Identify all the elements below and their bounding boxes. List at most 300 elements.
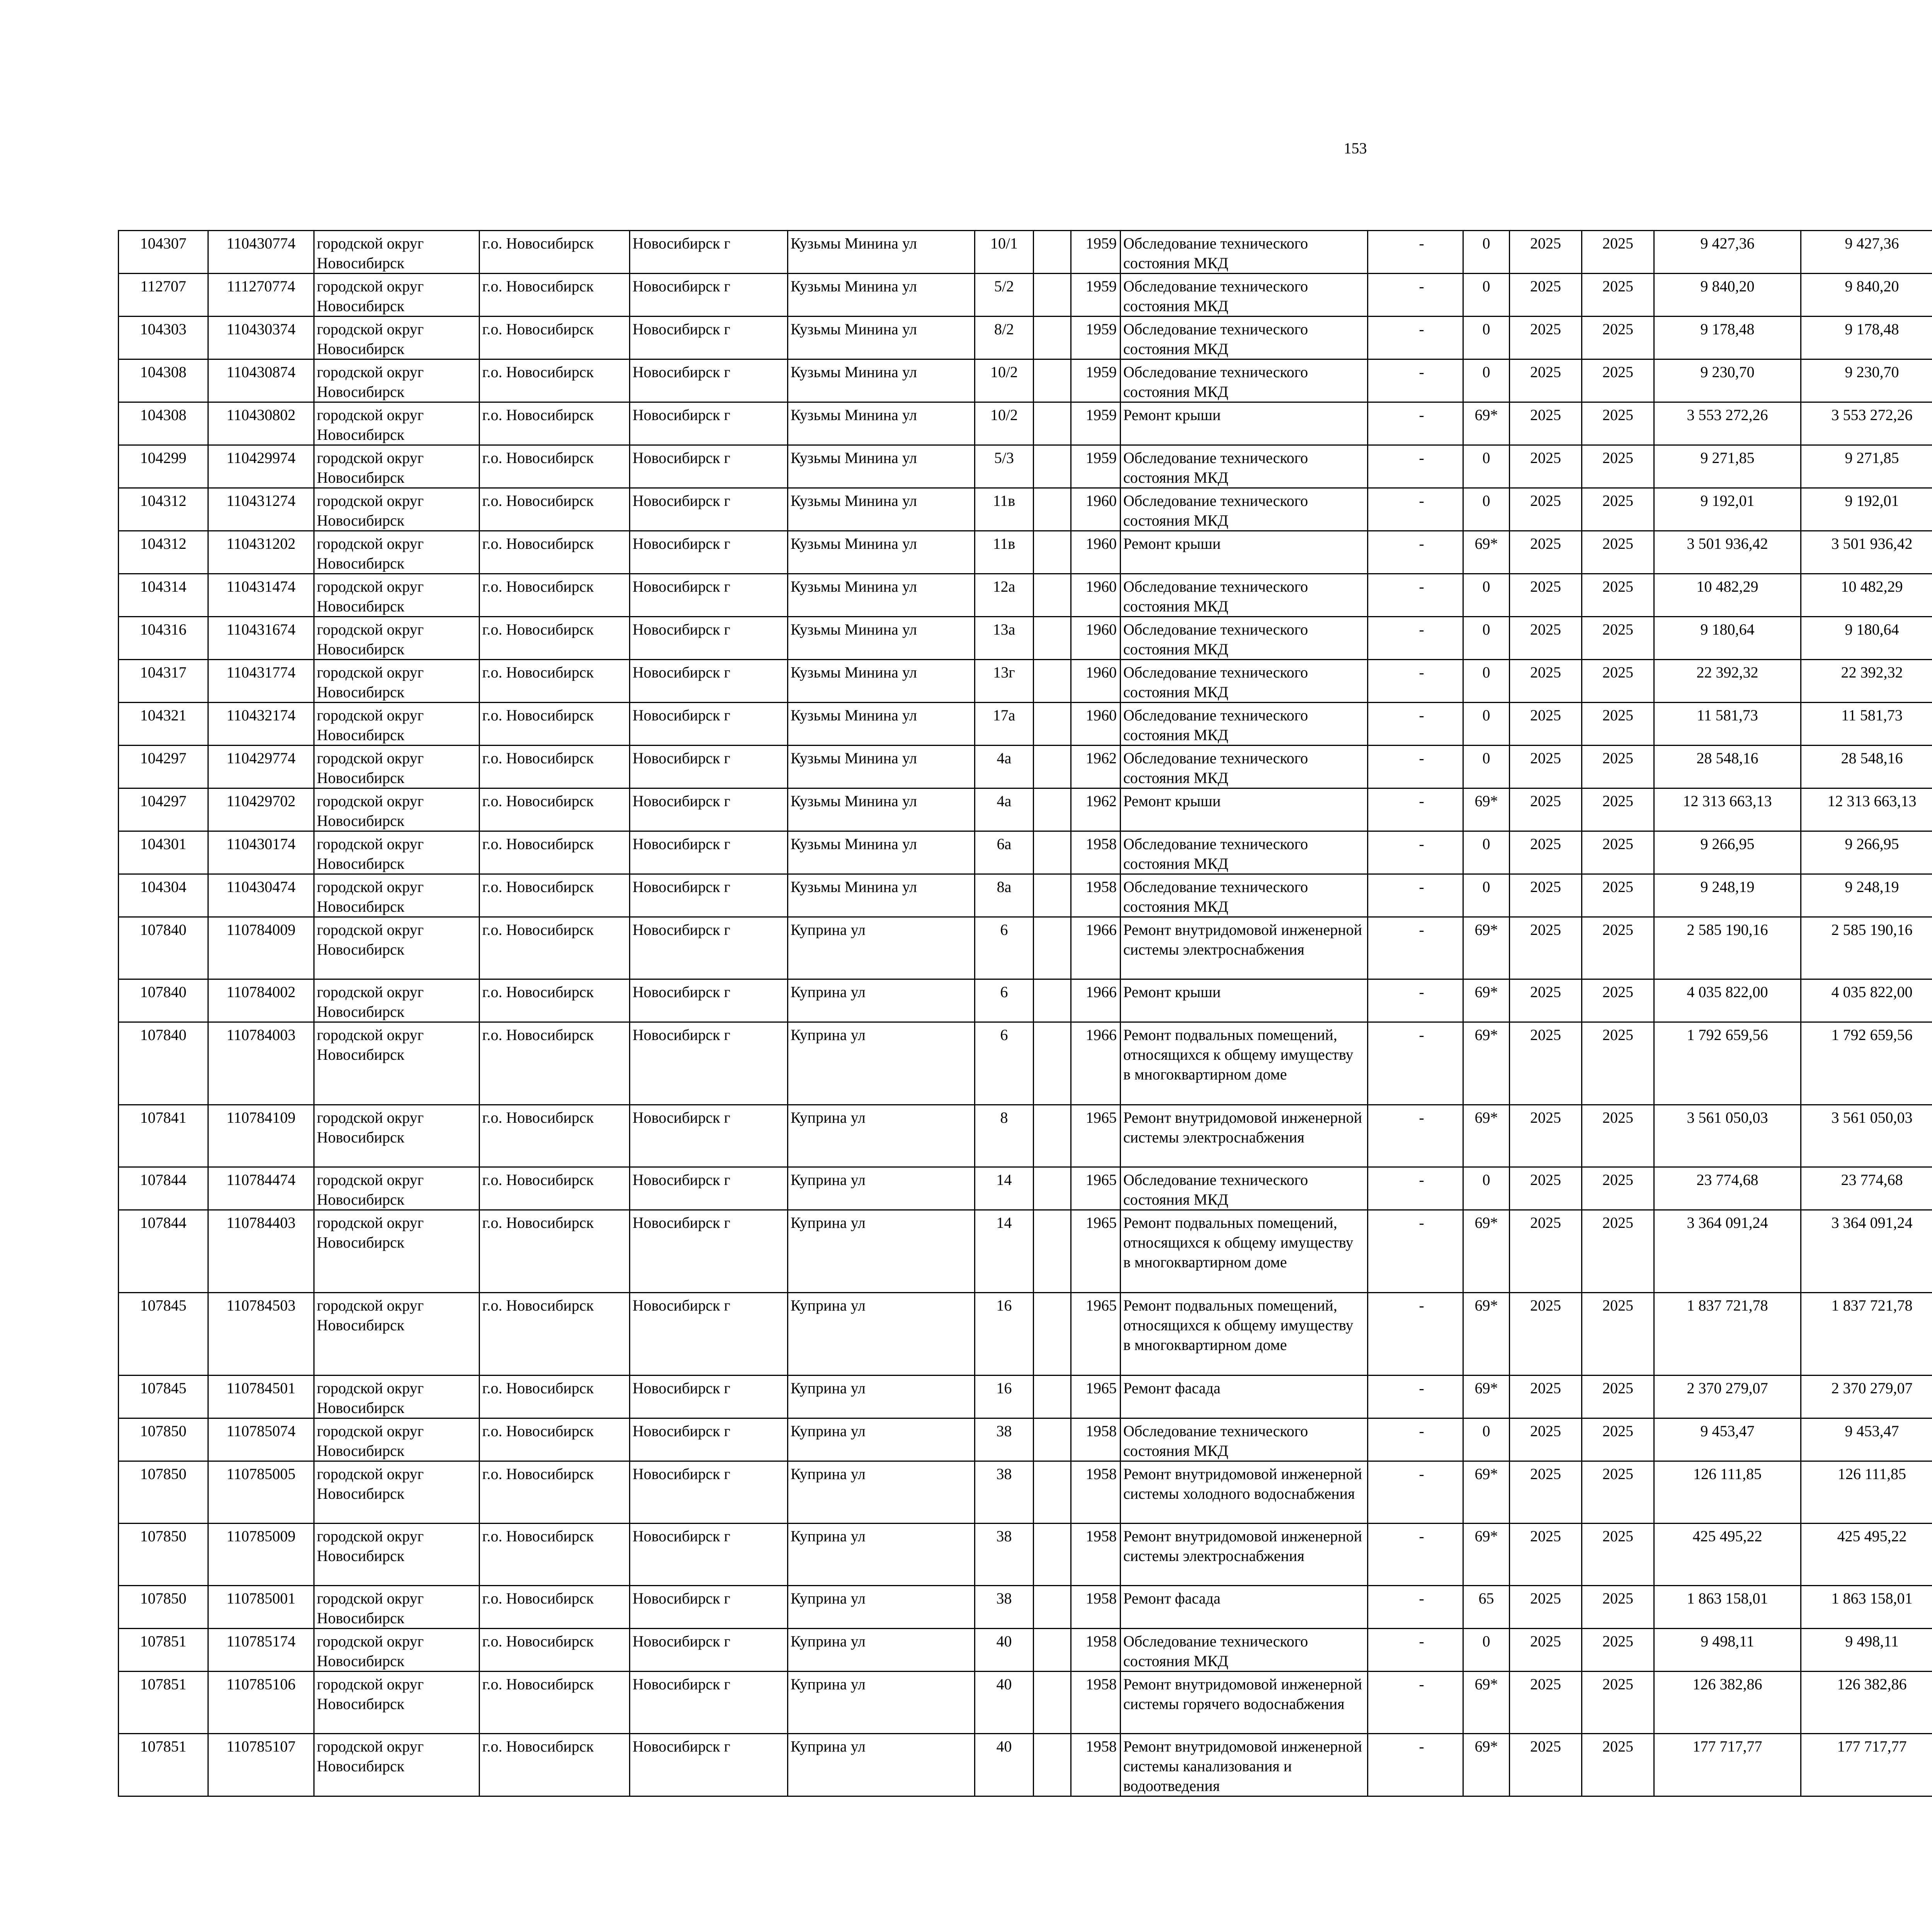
- fund-cost-cell: 9 178,48: [1801, 317, 1932, 359]
- table-row: [119, 746, 1932, 788]
- street-cell: Куприна ул: [788, 979, 975, 1022]
- building-cell: [1034, 1629, 1071, 1672]
- locality-cell: Новосибирск г: [630, 231, 788, 274]
- municipality-cell: городской округ Новосибирск: [314, 831, 480, 874]
- fund-cost-cell: 10 482,29: [1801, 574, 1932, 617]
- work-type-cell: Обследование технического состояния МКД: [1121, 660, 1368, 703]
- fund-cost-cell: 1 863 158,01: [1801, 1586, 1932, 1629]
- note-cell: -: [1368, 1022, 1463, 1105]
- table-row: [119, 917, 1932, 979]
- note-cell: -: [1368, 1734, 1463, 1796]
- build-year-cell: 1966: [1071, 979, 1121, 1022]
- locality-cell: Новосибирск г: [630, 703, 788, 746]
- street-cell: Кузьмы Минина ул: [788, 531, 975, 574]
- house-number-cell: 10/2: [975, 359, 1034, 402]
- house-number-cell: 4а: [975, 788, 1034, 831]
- total-cost-cell: 1 837 721,78: [1654, 1293, 1801, 1376]
- building-cell: [1034, 1418, 1071, 1461]
- street-cell: Куприна ул: [788, 1672, 975, 1734]
- year-start-cell: 2025: [1510, 617, 1582, 660]
- fund-cost-cell: 126 382,86: [1801, 1672, 1932, 1734]
- table-row: [119, 1672, 1932, 1734]
- work-type-cell: Обследование технического состояния МКД: [1121, 1629, 1368, 1672]
- year-start-cell: 2025: [1510, 1022, 1582, 1105]
- total-cost-cell: 3 364 091,24: [1654, 1210, 1801, 1293]
- year-end-cell: 2025: [1582, 1586, 1654, 1629]
- settlement-cell: г.о. Новосибирск: [480, 788, 630, 831]
- municipality-cell: городской округ Новосибирск: [314, 445, 480, 488]
- build-year-cell: 1962: [1071, 746, 1121, 788]
- municipality-cell: городской округ Новосибирск: [314, 531, 480, 574]
- wear-percent-cell: 69*: [1463, 917, 1510, 979]
- year-end-cell: 2025: [1582, 402, 1654, 445]
- note-cell: -: [1368, 617, 1463, 660]
- wear-percent-cell: 0: [1463, 1629, 1510, 1672]
- work-id-cell: 110432174: [208, 703, 314, 746]
- municipality-cell: городской округ Новосибирск: [314, 1734, 480, 1796]
- year-start-cell: 2025: [1510, 1293, 1582, 1376]
- work-id-cell: 110784403: [208, 1210, 314, 1293]
- fund-cost-cell: 9 427,36: [1801, 231, 1932, 274]
- work-type-cell: Ремонт внутридомовой инженерной системы электроснабжения: [1121, 1524, 1368, 1586]
- build-year-cell: 1959: [1071, 445, 1121, 488]
- house-id-cell: 107845: [119, 1293, 208, 1376]
- house-id-cell: 107850: [119, 1461, 208, 1524]
- street-cell: Куприна ул: [788, 1105, 975, 1167]
- work-id-cell: 110429974: [208, 445, 314, 488]
- street-cell: Кузьмы Минина ул: [788, 574, 975, 617]
- work-type-cell: Обследование технического состояния МКД: [1121, 703, 1368, 746]
- build-year-cell: 1960: [1071, 617, 1121, 660]
- street-cell: Куприна ул: [788, 1586, 975, 1629]
- house-id-cell: 104301: [119, 831, 208, 874]
- total-cost-cell: 126 382,86: [1654, 1672, 1801, 1734]
- note-cell: -: [1368, 488, 1463, 531]
- municipality-cell: городской округ Новосибирск: [314, 1293, 480, 1376]
- total-cost-cell: 12 313 663,13: [1654, 788, 1801, 831]
- building-cell: [1034, 231, 1071, 274]
- settlement-cell: г.о. Новосибирск: [480, 488, 630, 531]
- year-start-cell: 2025: [1510, 1167, 1582, 1210]
- table-row: [119, 274, 1932, 317]
- locality-cell: Новосибирск г: [630, 1734, 788, 1796]
- house-id-cell: 104312: [119, 488, 208, 531]
- municipality-cell: городской округ Новосибирск: [314, 1586, 480, 1629]
- street-cell: Кузьмы Минина ул: [788, 488, 975, 531]
- work-type-cell: Обследование технического состояния МКД: [1121, 359, 1368, 402]
- wear-percent-cell: 0: [1463, 831, 1510, 874]
- locality-cell: Новосибирск г: [630, 274, 788, 317]
- municipality-cell: городской округ Новосибирск: [314, 1376, 480, 1418]
- year-start-cell: 2025: [1510, 1105, 1582, 1167]
- total-cost-cell: 4 035 822,00: [1654, 979, 1801, 1022]
- house-number-cell: 38: [975, 1461, 1034, 1524]
- locality-cell: Новосибирск г: [630, 1376, 788, 1418]
- fund-cost-cell: 177 717,77: [1801, 1734, 1932, 1796]
- table-row: [119, 488, 1932, 531]
- street-cell: Куприна ул: [788, 1418, 975, 1461]
- wear-percent-cell: 69*: [1463, 1524, 1510, 1586]
- locality-cell: Новосибирск г: [630, 617, 788, 660]
- work-id-cell: 110430874: [208, 359, 314, 402]
- house-number-cell: 17а: [975, 703, 1034, 746]
- work-type-cell: Ремонт подвальных помещений, относящихся к общему имуществу в многоквартирном доме: [1121, 1210, 1368, 1293]
- table-row: [119, 231, 1932, 274]
- note-cell: -: [1368, 1629, 1463, 1672]
- table-row: [119, 1461, 1932, 1524]
- wear-percent-cell: 0: [1463, 488, 1510, 531]
- municipality-cell: городской округ Новосибирск: [314, 1524, 480, 1586]
- settlement-cell: г.о. Новосибирск: [480, 445, 630, 488]
- wear-percent-cell: 0: [1463, 617, 1510, 660]
- fund-cost-cell: 2 585 190,16: [1801, 917, 1932, 979]
- street-cell: Кузьмы Минина ул: [788, 402, 975, 445]
- note-cell: -: [1368, 1418, 1463, 1461]
- total-cost-cell: 9 248,19: [1654, 874, 1801, 917]
- street-cell: Куприна ул: [788, 1376, 975, 1418]
- note-cell: -: [1368, 788, 1463, 831]
- locality-cell: Новосибирск г: [630, 1293, 788, 1376]
- build-year-cell: 1958: [1071, 1629, 1121, 1672]
- fund-cost-cell: 3 501 936,42: [1801, 531, 1932, 574]
- work-type-cell: Обследование технического состояния МКД: [1121, 274, 1368, 317]
- note-cell: -: [1368, 746, 1463, 788]
- work-id-cell: 110430474: [208, 874, 314, 917]
- locality-cell: Новосибирск г: [630, 1461, 788, 1524]
- settlement-cell: г.о. Новосибирск: [480, 1461, 630, 1524]
- building-cell: [1034, 1461, 1071, 1524]
- building-cell: [1034, 1105, 1071, 1167]
- settlement-cell: г.о. Новосибирск: [480, 1672, 630, 1734]
- wear-percent-cell: 69*: [1463, 531, 1510, 574]
- fund-cost-cell: 28 548,16: [1801, 746, 1932, 788]
- house-id-cell: 104314: [119, 574, 208, 617]
- total-cost-cell: 9 180,64: [1654, 617, 1801, 660]
- street-cell: Кузьмы Минина ул: [788, 274, 975, 317]
- house-id-cell: 104297: [119, 746, 208, 788]
- wear-percent-cell: 0: [1463, 445, 1510, 488]
- year-start-cell: 2025: [1510, 1524, 1582, 1586]
- total-cost-cell: 23 774,68: [1654, 1167, 1801, 1210]
- work-id-cell: 110784009: [208, 917, 314, 979]
- locality-cell: Новосибирск г: [630, 1022, 788, 1105]
- year-end-cell: 2025: [1582, 1524, 1654, 1586]
- table-row: [119, 1586, 1932, 1629]
- build-year-cell: 1959: [1071, 317, 1121, 359]
- locality-cell: Новосибирск г: [630, 1418, 788, 1461]
- work-type-cell: Ремонт внутридомовой инженерной системы горячего водоснабжения: [1121, 1672, 1368, 1734]
- note-cell: -: [1368, 874, 1463, 917]
- wear-percent-cell: 69*: [1463, 1210, 1510, 1293]
- house-id-cell: 112707: [119, 274, 208, 317]
- wear-percent-cell: 0: [1463, 660, 1510, 703]
- fund-cost-cell: 2 370 279,07: [1801, 1376, 1932, 1418]
- year-start-cell: 2025: [1510, 1376, 1582, 1418]
- work-register-table: [118, 230, 1932, 1797]
- settlement-cell: г.о. Новосибирск: [480, 1586, 630, 1629]
- house-id-cell: 107844: [119, 1210, 208, 1293]
- year-start-cell: 2025: [1510, 1672, 1582, 1734]
- build-year-cell: 1960: [1071, 531, 1121, 574]
- build-year-cell: 1958: [1071, 831, 1121, 874]
- table-row: [119, 660, 1932, 703]
- year-end-cell: 2025: [1582, 317, 1654, 359]
- year-start-cell: 2025: [1510, 231, 1582, 274]
- fund-cost-cell: 9 453,47: [1801, 1418, 1932, 1461]
- building-cell: [1034, 574, 1071, 617]
- settlement-cell: г.о. Новосибирск: [480, 703, 630, 746]
- house-number-cell: 5/2: [975, 274, 1034, 317]
- locality-cell: Новосибирск г: [630, 445, 788, 488]
- year-end-cell: 2025: [1582, 1293, 1654, 1376]
- year-end-cell: 2025: [1582, 531, 1654, 574]
- total-cost-cell: 9 498,11: [1654, 1629, 1801, 1672]
- locality-cell: Новосибирск г: [630, 574, 788, 617]
- locality-cell: Новосибирск г: [630, 788, 788, 831]
- year-start-cell: 2025: [1510, 1210, 1582, 1293]
- note-cell: -: [1368, 703, 1463, 746]
- fund-cost-cell: 1 792 659,56: [1801, 1022, 1932, 1105]
- wear-percent-cell: 69*: [1463, 1105, 1510, 1167]
- work-type-cell: Ремонт подвальных помещений, относящихся к общему имуществу в многоквартирном доме: [1121, 1293, 1368, 1376]
- total-cost-cell: 1 792 659,56: [1654, 1022, 1801, 1105]
- building-cell: [1034, 317, 1071, 359]
- house-number-cell: 6: [975, 1022, 1034, 1105]
- house-id-cell: 107851: [119, 1672, 208, 1734]
- build-year-cell: 1965: [1071, 1105, 1121, 1167]
- house-number-cell: 38: [975, 1586, 1034, 1629]
- total-cost-cell: 2 370 279,07: [1654, 1376, 1801, 1418]
- table-row: [119, 1734, 1932, 1796]
- building-cell: [1034, 1524, 1071, 1586]
- locality-cell: Новосибирск г: [630, 660, 788, 703]
- locality-cell: Новосибирск г: [630, 1210, 788, 1293]
- municipality-cell: городской округ Новосибирск: [314, 402, 480, 445]
- year-end-cell: 2025: [1582, 1418, 1654, 1461]
- year-start-cell: 2025: [1510, 917, 1582, 979]
- year-end-cell: 2025: [1582, 788, 1654, 831]
- municipality-cell: городской округ Новосибирск: [314, 979, 480, 1022]
- work-id-cell: 110429702: [208, 788, 314, 831]
- locality-cell: Новосибирск г: [630, 1105, 788, 1167]
- fund-cost-cell: 23 774,68: [1801, 1167, 1932, 1210]
- house-id-cell: 107844: [119, 1167, 208, 1210]
- work-id-cell: 110785074: [208, 1418, 314, 1461]
- work-type-cell: Обследование технического состояния МКД: [1121, 617, 1368, 660]
- work-id-cell: 110784109: [208, 1105, 314, 1167]
- municipality-cell: городской округ Новосибирск: [314, 1167, 480, 1210]
- locality-cell: Новосибирск г: [630, 1167, 788, 1210]
- settlement-cell: г.о. Новосибирск: [480, 617, 630, 660]
- table-row: [119, 1418, 1932, 1461]
- fund-cost-cell: 3 561 050,03: [1801, 1105, 1932, 1167]
- year-end-cell: 2025: [1582, 1105, 1654, 1167]
- work-type-cell: Ремонт фасада: [1121, 1586, 1368, 1629]
- settlement-cell: г.о. Новосибирск: [480, 746, 630, 788]
- wear-percent-cell: 0: [1463, 1418, 1510, 1461]
- street-cell: Куприна ул: [788, 1524, 975, 1586]
- year-start-cell: 2025: [1510, 574, 1582, 617]
- table-row: [119, 1022, 1932, 1105]
- municipality-cell: городской округ Новосибирск: [314, 788, 480, 831]
- municipality-cell: городской округ Новосибирск: [314, 317, 480, 359]
- work-type-cell: Обследование технического состояния МКД: [1121, 317, 1368, 359]
- build-year-cell: 1958: [1071, 874, 1121, 917]
- fund-cost-cell: 9 192,01: [1801, 488, 1932, 531]
- fund-cost-cell: 9 248,19: [1801, 874, 1932, 917]
- house-number-cell: 5/3: [975, 445, 1034, 488]
- note-cell: -: [1368, 274, 1463, 317]
- year-end-cell: 2025: [1582, 359, 1654, 402]
- locality-cell: Новосибирск г: [630, 979, 788, 1022]
- wear-percent-cell: 0: [1463, 317, 1510, 359]
- street-cell: Куприна ул: [788, 1629, 975, 1672]
- build-year-cell: 1958: [1071, 1524, 1121, 1586]
- build-year-cell: 1960: [1071, 488, 1121, 531]
- year-end-cell: 2025: [1582, 1167, 1654, 1210]
- locality-cell: Новосибирск г: [630, 1629, 788, 1672]
- municipality-cell: городской округ Новосибирск: [314, 574, 480, 617]
- street-cell: Куприна ул: [788, 1734, 975, 1796]
- note-cell: -: [1368, 1461, 1463, 1524]
- street-cell: Кузьмы Минина ул: [788, 788, 975, 831]
- work-type-cell: Обследование технического состояния МКД: [1121, 1418, 1368, 1461]
- house-id-cell: 107851: [119, 1629, 208, 1672]
- wear-percent-cell: 0: [1463, 231, 1510, 274]
- settlement-cell: г.о. Новосибирск: [480, 1293, 630, 1376]
- street-cell: Кузьмы Минина ул: [788, 746, 975, 788]
- building-cell: [1034, 359, 1071, 402]
- year-start-cell: 2025: [1510, 1418, 1582, 1461]
- settlement-cell: г.о. Новосибирск: [480, 1418, 630, 1461]
- year-end-cell: 2025: [1582, 1376, 1654, 1418]
- municipality-cell: городской округ Новосибирск: [314, 660, 480, 703]
- building-cell: [1034, 1586, 1071, 1629]
- year-start-cell: 2025: [1510, 445, 1582, 488]
- work-type-cell: Ремонт крыши: [1121, 979, 1368, 1022]
- house-id-cell: 107850: [119, 1524, 208, 1586]
- year-end-cell: 2025: [1582, 617, 1654, 660]
- locality-cell: Новосибирск г: [630, 317, 788, 359]
- wear-percent-cell: 65: [1463, 1586, 1510, 1629]
- total-cost-cell: 9 427,36: [1654, 231, 1801, 274]
- house-number-cell: 40: [975, 1734, 1034, 1796]
- settlement-cell: г.о. Новосибирск: [480, 1629, 630, 1672]
- fund-cost-cell: 12 313 663,13: [1801, 788, 1932, 831]
- wear-percent-cell: 0: [1463, 746, 1510, 788]
- house-number-cell: 40: [975, 1672, 1034, 1734]
- house-id-cell: 107840: [119, 917, 208, 979]
- settlement-cell: г.о. Новосибирск: [480, 1210, 630, 1293]
- house-number-cell: 38: [975, 1418, 1034, 1461]
- house-number-cell: 6: [975, 979, 1034, 1022]
- note-cell: -: [1368, 1293, 1463, 1376]
- building-cell: [1034, 874, 1071, 917]
- total-cost-cell: 9 453,47: [1654, 1418, 1801, 1461]
- building-cell: [1034, 274, 1071, 317]
- year-end-cell: 2025: [1582, 488, 1654, 531]
- municipality-cell: городской округ Новосибирск: [314, 1629, 480, 1672]
- year-start-cell: 2025: [1510, 359, 1582, 402]
- wear-percent-cell: 69*: [1463, 1376, 1510, 1418]
- year-end-cell: 2025: [1582, 1672, 1654, 1734]
- building-cell: [1034, 660, 1071, 703]
- settlement-cell: г.о. Новосибирск: [480, 574, 630, 617]
- building-cell: [1034, 617, 1071, 660]
- table-row: [119, 1167, 1932, 1210]
- year-end-cell: 2025: [1582, 1629, 1654, 1672]
- settlement-cell: г.о. Новосибирск: [480, 402, 630, 445]
- house-id-cell: 107851: [119, 1734, 208, 1796]
- house-number-cell: 14: [975, 1167, 1034, 1210]
- work-id-cell: 110431202: [208, 531, 314, 574]
- total-cost-cell: 10 482,29: [1654, 574, 1801, 617]
- settlement-cell: г.о. Новосибирск: [480, 874, 630, 917]
- work-type-cell: Ремонт крыши: [1121, 402, 1368, 445]
- year-end-cell: 2025: [1582, 1461, 1654, 1524]
- total-cost-cell: 28 548,16: [1654, 746, 1801, 788]
- wear-percent-cell: 0: [1463, 274, 1510, 317]
- fund-cost-cell: 9 230,70: [1801, 359, 1932, 402]
- settlement-cell: г.о. Новосибирск: [480, 1105, 630, 1167]
- work-type-cell: Ремонт внутридомовой инженерной системы электроснабжения: [1121, 917, 1368, 979]
- municipality-cell: городской округ Новосибирск: [314, 1022, 480, 1105]
- work-id-cell: 110430774: [208, 231, 314, 274]
- year-start-cell: 2025: [1510, 317, 1582, 359]
- house-id-cell: 107840: [119, 979, 208, 1022]
- settlement-cell: г.о. Новосибирск: [480, 660, 630, 703]
- wear-percent-cell: 69*: [1463, 1734, 1510, 1796]
- work-type-cell: Ремонт крыши: [1121, 531, 1368, 574]
- year-end-cell: 2025: [1582, 274, 1654, 317]
- locality-cell: Новосибирск г: [630, 488, 788, 531]
- work-type-cell: Обследование технического состояния МКД: [1121, 488, 1368, 531]
- year-end-cell: 2025: [1582, 1022, 1654, 1105]
- work-type-cell: Обследование технического состояния МКД: [1121, 831, 1368, 874]
- settlement-cell: г.о. Новосибирск: [480, 274, 630, 317]
- house-id-cell: 104321: [119, 703, 208, 746]
- wear-percent-cell: 0: [1463, 359, 1510, 402]
- table-row: [119, 1629, 1932, 1672]
- municipality-cell: городской округ Новосибирск: [314, 231, 480, 274]
- build-year-cell: 1959: [1071, 231, 1121, 274]
- building-cell: [1034, 746, 1071, 788]
- house-number-cell: 40: [975, 1629, 1034, 1672]
- building-cell: [1034, 1210, 1071, 1293]
- fund-cost-cell: 3 553 272,26: [1801, 402, 1932, 445]
- locality-cell: Новосибирск г: [630, 1672, 788, 1734]
- table-row: [119, 831, 1932, 874]
- house-id-cell: 107841: [119, 1105, 208, 1167]
- build-year-cell: 1960: [1071, 660, 1121, 703]
- year-start-cell: 2025: [1510, 488, 1582, 531]
- wear-percent-cell: 69*: [1463, 1293, 1510, 1376]
- settlement-cell: г.о. Новосибирск: [480, 831, 630, 874]
- house-number-cell: 11в: [975, 488, 1034, 531]
- house-id-cell: 104316: [119, 617, 208, 660]
- fund-cost-cell: 9 498,11: [1801, 1629, 1932, 1672]
- year-end-cell: 2025: [1582, 1734, 1654, 1796]
- year-start-cell: 2025: [1510, 1586, 1582, 1629]
- fund-cost-cell: 9 840,20: [1801, 274, 1932, 317]
- note-cell: -: [1368, 1586, 1463, 1629]
- note-cell: -: [1368, 317, 1463, 359]
- house-id-cell: 107850: [119, 1418, 208, 1461]
- municipality-cell: городской округ Новосибирск: [314, 359, 480, 402]
- house-number-cell: 8/2: [975, 317, 1034, 359]
- table-row: [119, 359, 1932, 402]
- house-id-cell: 104303: [119, 317, 208, 359]
